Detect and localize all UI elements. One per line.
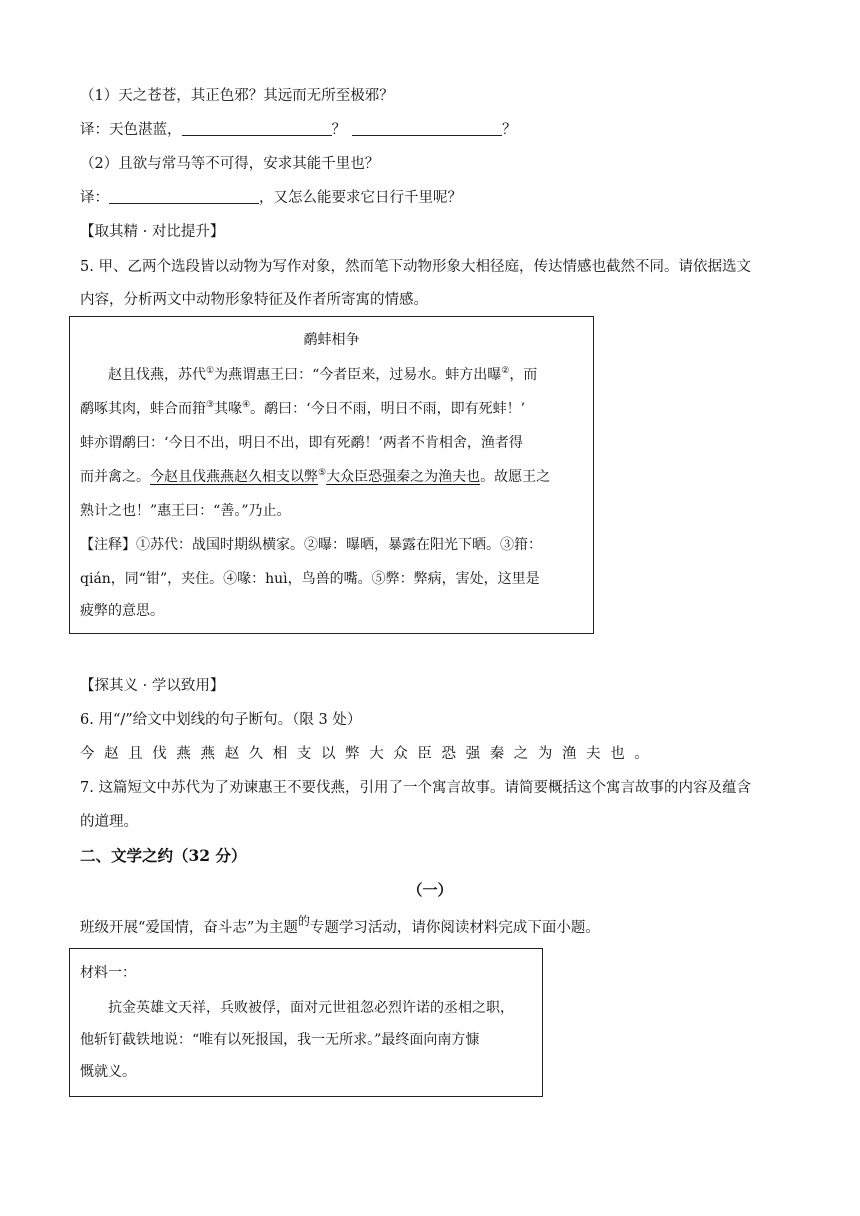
passage-box [69, 316, 594, 634]
section-heading-apply: 【探其义 · 学以致用】 [80, 678, 225, 694]
q6-sentence: 今赵且伐燕燕赵久相支以弊大众臣恐强秦之为渔夫也。 [80, 746, 659, 762]
passage-text: 赵且伐燕，苏代 [108, 367, 206, 383]
answer-blank-2[interactable] [352, 120, 502, 136]
intro-text: 专题学习活动，请你阅读材料完成下面小题。 [309, 920, 600, 936]
material-line-2: 他斩钉截铁地说：“唯有以死报国，我一无所求。”最终面向南方慷 [80, 1032, 480, 1048]
q5-line-2: 内容，分析两文中动物形象特征及作者所寄寓的情感。 [80, 292, 428, 308]
passage-text: 。鹬曰：‘今日不雨，明日不雨，即有死蚌！’ [250, 401, 526, 417]
note-ref-2: ② [501, 366, 510, 376]
passage-text: 而并禽之。 [80, 469, 150, 485]
passage-text: 鹬啄其肉，蚌合而箝 [80, 401, 206, 417]
passage-note-1: 【注释】①苏代：战国时期纵横家。②曝：曝晒，暴露在阳光下晒。③箝： [80, 537, 542, 553]
q4-translation-2-suffix: ，又怎么能要求它日行千里呢？ [259, 190, 462, 206]
answer-blank-3[interactable] [109, 188, 259, 204]
part-two-heading: 二、文学之约（32 分） [80, 846, 247, 865]
q6-line-1: 6. 用“/”给文中划线的句子断句。（限 3 处） [80, 712, 362, 728]
part-two-intro [80, 914, 600, 938]
underlined-sentence-part-2: 大众臣恐强秦之为渔夫也 [326, 469, 481, 485]
q4-sentence-1: （1）天之苍苍，其正色邪？其远而无所至极邪？ [80, 88, 394, 104]
material-line-3: 慨就义。 [80, 1064, 136, 1080]
material-label: 材料一： [80, 965, 136, 981]
section-heading-compare: 【取其精 · 对比提升】 [80, 224, 225, 240]
passage-line-1 [108, 365, 537, 385]
q4-translation-1-prefix: 译：天色湛蓝， [80, 122, 182, 138]
answer-blank-1[interactable] [182, 120, 332, 136]
passage-title: 鹬蚌相争 [303, 332, 360, 348]
passage-line-5: 熟计之也！”惠王曰：“善。”乃止。 [80, 503, 291, 519]
material-box [69, 948, 543, 1097]
passage-line-3: 蚌亦谓鹬曰：‘今日不出，明日不出，即有死鹬！’两者不肯相舍，渔者得 [80, 435, 523, 451]
q4-translation-1 [80, 120, 517, 140]
note-ref-5: ⑤ [318, 468, 327, 478]
question-mark: ？ [502, 122, 517, 138]
passage-text: 其喙 [214, 401, 243, 417]
q5-line-1: 5. 甲、乙两个选段皆以动物为写作对象，然而笔下动物形象大相径庭，传达情感也截然不同。请依据选文 [80, 259, 751, 275]
passage-text: 为燕谓惠王曰：“今者臣来，过易水。蚌方出曝 [214, 367, 502, 383]
intro-superscript-de: 的 [297, 914, 310, 928]
q7-line-1: 7. 这篇短文中苏代为了劝谏惠王不要伐燕，引用了一个寓言故事。请简要概括这个寓言故事的内容及蕴含 [80, 780, 751, 796]
passage-note-3: 疲弊的意思。 [80, 603, 164, 619]
note-ref-1: ① [206, 366, 215, 376]
q4-translation-2 [80, 188, 462, 208]
passage-note-2: qián，同“钳”，夹住。④喙：huì，鸟兽的嘴。⑤弊：弊病，害处，这里是 [80, 571, 540, 587]
passage-line-4 [80, 467, 550, 487]
passage-text: 。故愿王之 [480, 469, 551, 485]
q4-translation-2-prefix: 译： [80, 190, 109, 206]
passage-line-2 [80, 399, 525, 419]
part-two-subheading: （一） [407, 881, 453, 899]
q7-line-2: 的道理。 [80, 814, 138, 830]
note-ref-3: ③ [206, 400, 215, 410]
passage-text: ，而 [509, 367, 538, 383]
underlined-sentence-part-1: 今赵且伐燕燕赵久相支以弊 [150, 469, 318, 485]
q4-sentence-2: （2）且欲与常马等不可得，安求其能千里也？ [80, 156, 380, 172]
intro-text: 班级开展“爱国情，奋斗志”为主题 [80, 920, 298, 936]
question-mark: ？ [331, 122, 346, 138]
material-line-1: 抗金英雄文天祥，兵败被俘，面对元世祖忽必烈许诺的丞相之职， [108, 1000, 514, 1016]
note-ref-4: ④ [242, 400, 251, 410]
